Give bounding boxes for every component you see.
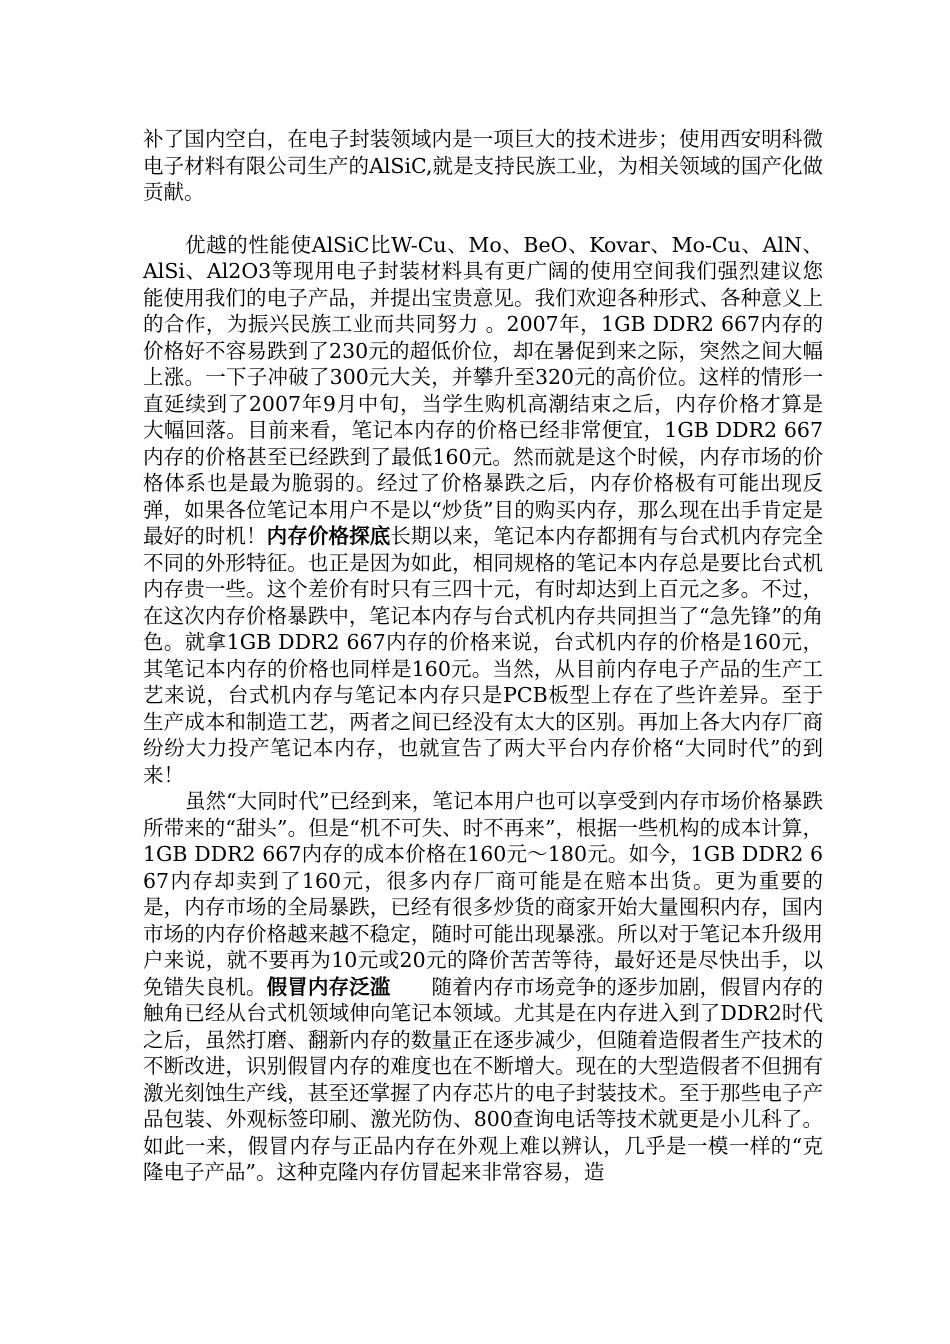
paragraph-1: 补了国内空白，在电子封装领域内是一项巨大的技术进步；使用西安明科微电子材料有限公司生产的AlSiC,就是支持民族工业，为相关领域的国产化做贡献。 [143,127,823,204]
inline-heading-fake-memory: 假冒内存泛滥 [266,974,391,999]
paragraph-3-text: 虽然“大同时代”已经到来，笔记本用户也可以享受到内存市场价格暴跌所带来的“甜头”。但是“机不可失、时不再来”，根据一些机构的成本计算，1GB DDR2 667内存的成本价格在160元～180元。如今，1GB DDR2 667内存却卖到了160元，很多内存厂商可能是在赔本出货。更为重要的是，内存市场的全局暴跌，已经有很多炒货的商家开始大量囤积内存，国内市场的内存价格越来越不稳定，随时可能出现暴涨。所以对于笔记本升级用户来说，就不要再为10元或20元的降价苦苦等待，最好还是尽快出手，以免错失良机。 [143,789,823,999]
paragraph-2-text: 优越的性能使AlSiC比W-Cu、Mo、BeO、Kovar、Mo-Cu、AlN、AlSi、Al2O3等现用电子封装材料具有更广阔的使用空间我们强烈建议您能使用我们的电子产品，并提出宝贵意见。我们欢迎各种形式、各种意义上的合作，为振兴民族工业而共同努力 。2007年，1GB DDR2 667内存的价格好不容易跌到了230元的超低价位，却在暑促到来之际，突然之间大幅上涨。一下子冲破了300元大关，并攀升至320元的高价位。这样的情形一直延续到了2007年9月中旬，当学生购机高潮结束之后，内存价格才算是大幅回落。目前来看，笔记本内存的价格已经非常便宜，1GB DDR2 667内存的价格甚至已经跌到了最低160元。然而就是这个时候，内存市场的价格体系也是最为脆弱的。经过了价格暴跌之后，内存价格极有可能出现反弹，如果各位笔记本用户不是以“炒货”目的购买内存，那么现在出手肯定是最好的时机！ [143,232,823,548]
paragraph-2-continued: 长期以来，笔记本内存都拥有与台式机内存完全不同的外形特征。也正是因为如此，相同规格的笔记本内存总是要比台式机内存贵一些。这个差价有时只有三四十元，有时却达到上百元之多。不过，在这次内存价格暴跌中，笔记本内存与台式机内存共同担当了“急先锋”的角色。就拿1GB DDR2 667内存的价格来说，台式机内存的价格是160元，其笔记本内存的价格也同样是160元。当然，从目前内存电子产品的生产工艺来说，台式机内存与笔记本内存只是PCB板型上存在了些许差异。至于生产成本和制造工艺，两者之间已经没有太大的区别。再加上各大内存厂商纷纷大力投产笔记本内存，也就宣告了两大平台内存价格“大同时代”的到来！ [143,524,823,787]
document-page [143,126,823,1186]
paragraph-3 [143,788,823,1186]
paragraph-3-continued: 随着内存市场竞争的逐步加剧，假冒内存的触角已经从台式机领域伸向笔记本领域。尤其是在内存进入到了DDR2时代之后，虽然打磨、翻新内存的数量正在逐步减少，但随着造假者生产技术的不断改进，识别假冒内存的难度也在不断增大。现在的大型造假者不但拥有激光刻蚀生产线，甚至还掌握了内存芯片的电子封装技术。至于那些电子产品包装、外观标签印刷、激光防伪、800查询电话等技术就更是小儿科了。如此一来，假冒内存与正品内存在外观上难以辨认，几乎是一模一样的“克隆电子产品”。这种克隆内存仿冒起来非常容易，造 [143,974,823,1184]
paragraph-gap [143,206,823,232]
paragraph-2 [143,232,823,789]
inline-heading-price-bottom: 内存价格探底 [266,524,391,548]
